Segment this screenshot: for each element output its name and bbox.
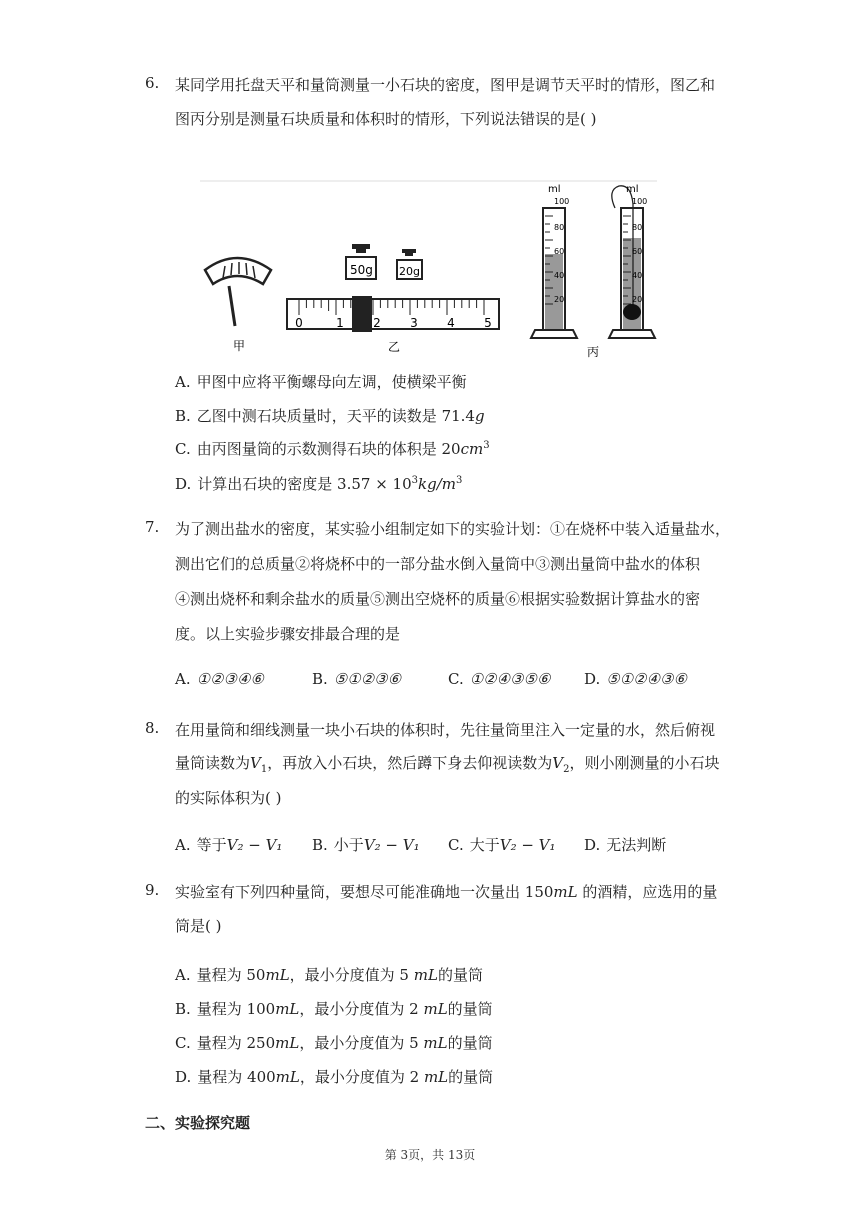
option-b[interactable]: B. 小于V₂ − V₁ [312, 836, 420, 854]
svg-text:ml: ml [548, 184, 561, 195]
svg-text:0: 0 [295, 316, 303, 330]
svg-text:1: 1 [336, 316, 344, 330]
option-c[interactable]: C. 由丙图量筒的示数测得石块的体积是 $20cm^3$ [175, 440, 490, 458]
option-b[interactable]: B. 量程为 100mL，最小分度值为 2 mL的量筒 [175, 1000, 493, 1018]
svg-text:2: 2 [373, 316, 381, 330]
question-number: 7. [145, 518, 160, 536]
option-a[interactable]: A. 甲图中应将平衡螺母向左调，使横梁平衡 [175, 373, 467, 391]
option-d[interactable]: D. 无法判断 [584, 836, 667, 854]
question-text-line: 度。以上实验步骤安排最合理的是 [175, 625, 401, 643]
svg-text:ml: ml [626, 184, 639, 195]
svg-text:80: 80 [632, 223, 643, 232]
option-d[interactable]: D. 计算出石块的密度是 $3.57 \times 10^3kg/m^3$ [175, 475, 463, 493]
svg-text:20g: 20g [399, 265, 420, 278]
option-a[interactable]: A. 等于V₂ − V₁ [175, 836, 283, 854]
svg-text:5: 5 [484, 316, 492, 330]
balance-pointer-dial [205, 258, 271, 326]
question-text-line: 在用量筒和细线测量一块小石块的体积时，先往量筒里注入一定量的水，然后俯视 [175, 721, 716, 739]
svg-text:80: 80 [554, 223, 565, 232]
option-c[interactable]: C. ①②④③⑤⑥ [448, 670, 551, 688]
option-a[interactable]: A. ①②③④⑥ [175, 670, 264, 688]
question-number: 9. [145, 881, 160, 899]
svg-text:100: 100 [632, 197, 648, 206]
weight-20g [397, 249, 422, 279]
svg-text:20: 20 [632, 295, 643, 304]
question-text-line: 实验室有下列四种量筒，要想尽可能准确地一次量出 150mL 的酒精，应选用的量 [175, 883, 718, 901]
option-c[interactable]: C. 量程为 250mL，最小分度值为 5 mL的量筒 [175, 1034, 493, 1052]
svg-text:60: 60 [632, 247, 643, 256]
svg-text:40: 40 [554, 271, 565, 280]
question-text-line: 某同学用托盘天平和量筒测量一小石块的密度，图甲是调节天平时的情形，图乙和 [175, 76, 716, 94]
svg-text:100: 100 [554, 197, 570, 206]
svg-text:50g: 50g [350, 263, 373, 277]
option-b[interactable]: B. ⑤①②③⑥ [312, 670, 402, 688]
question-text-line: 筒是( ) [175, 917, 222, 935]
question-text-line: 量筒读数为$V_1$，再放入小石块，然后蹲下身去仰视读数为$V_2$，则小刚测量的小石块 [175, 754, 720, 775]
svg-text:20: 20 [554, 295, 565, 304]
question-text-line: 图丙分别是测量石块质量和体积时的情形，下列说法错误的是( ) [175, 110, 597, 128]
option-d[interactable]: D. 量程为 400mL，最小分度值为 2 mL的量筒 [175, 1068, 494, 1086]
label-jia: 甲 [233, 339, 246, 353]
option-d[interactable]: D. ⑤①②④③⑥ [584, 670, 687, 688]
question-text-line: 的实际体积为( ) [175, 789, 282, 807]
question-text-line: ④测出烧杯和剩余盐水的质量⑤测出空烧杯的质量⑥根据实验数据计算盐水的密 [175, 590, 701, 608]
label-yi: 乙 [388, 340, 401, 354]
svg-text:3: 3 [410, 316, 418, 330]
page-footer: 第 3页，共 13页 [384, 1148, 476, 1162]
svg-text:40: 40 [632, 271, 643, 280]
balance-beam-scale [287, 296, 499, 332]
option-a[interactable]: A. 量程为 50mL，最小分度值为 5 mL的量筒 [175, 966, 483, 984]
cylinder-water-only [531, 184, 577, 338]
section-title: 二、实验探究题 [145, 1114, 251, 1132]
option-b[interactable]: B. 乙图中测石块质量时，天平的读数是 71.4g [175, 407, 485, 425]
question-text-line: 测出它们的总质量②将烧杯中的一部分盐水倒入量筒中③测出量筒中盐水的体积 [175, 555, 701, 573]
question-number: 8. [145, 719, 160, 737]
svg-text:4: 4 [447, 316, 455, 330]
weight-50g [346, 244, 376, 279]
option-c[interactable]: C. 大于V₂ − V₁ [448, 836, 556, 854]
label-bing: 丙 [587, 345, 600, 359]
cylinder-with-stone [609, 184, 655, 338]
question-number: 6. [145, 74, 160, 92]
question-text-line: 为了测出盐水的密度，某实验小组制定如下的实验计划：①在烧杯中装入适量盐水， [175, 520, 731, 538]
svg-text:60: 60 [554, 247, 565, 256]
balance-cylinder-figure [195, 178, 665, 368]
